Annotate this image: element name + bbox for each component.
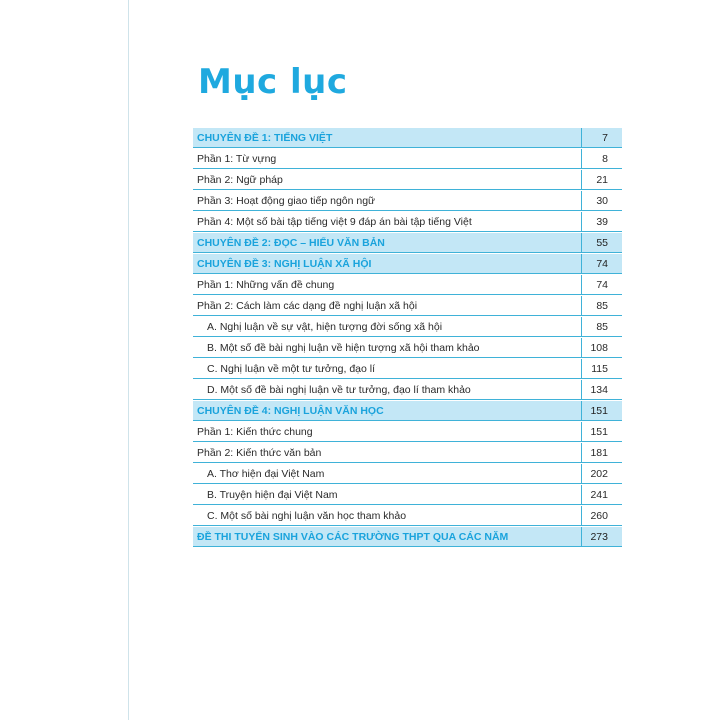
toc-subsection-row: [193, 338, 622, 358]
toc-page-number: 273: [581, 527, 622, 546]
toc-entry-label: CHUYÊN ĐỀ 3: NGHỊ LUẬN XÃ HỘI: [197, 257, 372, 270]
toc-entry-label: Phần 1: Những vấn đề chung: [197, 278, 335, 291]
toc-entry-label: B. Một số đề bài nghị luận về hiện tượng xã hội tham khảo: [207, 341, 480, 354]
toc-part-row: [193, 149, 622, 169]
toc-entry-label: Phần 4: Một số bài tập tiếng việt 9 đáp án bài tập tiếng Việt: [197, 215, 472, 228]
toc-page-number: 115: [581, 359, 622, 378]
toc-entry-label: CHUYÊN ĐỀ 1: TIẾNG VIỆT: [197, 131, 333, 144]
toc-page-number: 181: [581, 443, 622, 462]
toc-entry-label: Phần 3: Hoạt động giao tiếp ngôn ngữ: [197, 194, 376, 207]
toc-entry-label: ĐỀ THI TUYỂN SINH VÀO CÁC TRƯỜNG THPT QUA CÁC NĂM: [197, 530, 509, 543]
toc-part-row: [193, 191, 622, 211]
toc-entry-label: Phần 2: Cách làm các dạng đề nghị luận xã hội: [197, 299, 418, 312]
toc-subsection-row: [193, 359, 622, 379]
toc-chapter-row: [193, 527, 622, 547]
toc-chapter-row: [193, 233, 622, 253]
toc-part-row: [193, 275, 622, 295]
toc-entry-label: CHUYÊN ĐỀ 2: ĐỌC – HIỂU VĂN BẢN: [197, 236, 385, 249]
toc-page-number: 8: [581, 149, 622, 168]
toc-entry-label: B. Truyện hiện đại Việt Nam: [207, 488, 338, 501]
toc-page-number: 55: [581, 233, 622, 252]
toc-page-number: 74: [581, 275, 622, 294]
toc-entry-label: CHUYÊN ĐỀ 4: NGHỊ LUẬN VĂN HỌC: [197, 404, 384, 417]
toc-entry-label: A. Thơ hiện đại Việt Nam: [207, 467, 325, 480]
toc-page-number: 85: [581, 296, 622, 315]
toc-page-number: 74: [581, 254, 622, 273]
toc-page-number: 21: [581, 170, 622, 189]
toc-page-number: 151: [581, 422, 622, 441]
toc-part-row: [193, 170, 622, 190]
toc-entry-label: Phần 1: Kiến thức chung: [197, 425, 313, 438]
toc-subsection-row: [193, 317, 622, 337]
toc-entry-label: Phần 2: Kiến thức văn bản: [197, 446, 322, 459]
toc-page-number: 151: [581, 401, 622, 420]
toc-entry-label: C. Một số bài nghị luận văn học tham khảo: [207, 509, 407, 522]
toc-page-number: 260: [581, 506, 622, 525]
page-title: Mục lục: [198, 62, 348, 102]
toc-entry-label: D. Một số đề bài nghị luận về tư tưởng, đạo lí tham khảo: [207, 383, 471, 396]
table-of-contents: [193, 128, 622, 548]
toc-chapter-row: [193, 401, 622, 421]
toc-part-row: [193, 212, 622, 232]
toc-entry-label: C. Nghị luận về một tư tưởng, đạo lí: [207, 362, 376, 375]
toc-page-number: 30: [581, 191, 622, 210]
toc-page-number: 39: [581, 212, 622, 231]
toc-page-number: 7: [581, 128, 622, 147]
toc-chapter-row: [193, 254, 622, 274]
toc-part-row: [193, 296, 622, 316]
toc-page-number: 241: [581, 485, 622, 504]
toc-entry-label: A. Nghị luận về sự vật, hiện tượng đời sống xã hội: [207, 320, 443, 333]
toc-page-number: 202: [581, 464, 622, 483]
toc-page-number: 85: [581, 317, 622, 336]
toc-subsection-row: [193, 380, 622, 400]
toc-subsection-row: [193, 506, 622, 526]
toc-part-row: [193, 422, 622, 442]
toc-part-row: [193, 443, 622, 463]
toc-chapter-row: [193, 128, 622, 148]
toc-subsection-row: [193, 464, 622, 484]
page-edge-rule: [128, 0, 129, 720]
toc-entry-label: Phần 2: Ngữ pháp: [197, 173, 283, 186]
toc-page-number: 108: [581, 338, 622, 357]
toc-subsection-row: [193, 485, 622, 505]
toc-page-number: 134: [581, 380, 622, 399]
toc-entry-label: Phần 1: Từ vựng: [197, 152, 277, 165]
